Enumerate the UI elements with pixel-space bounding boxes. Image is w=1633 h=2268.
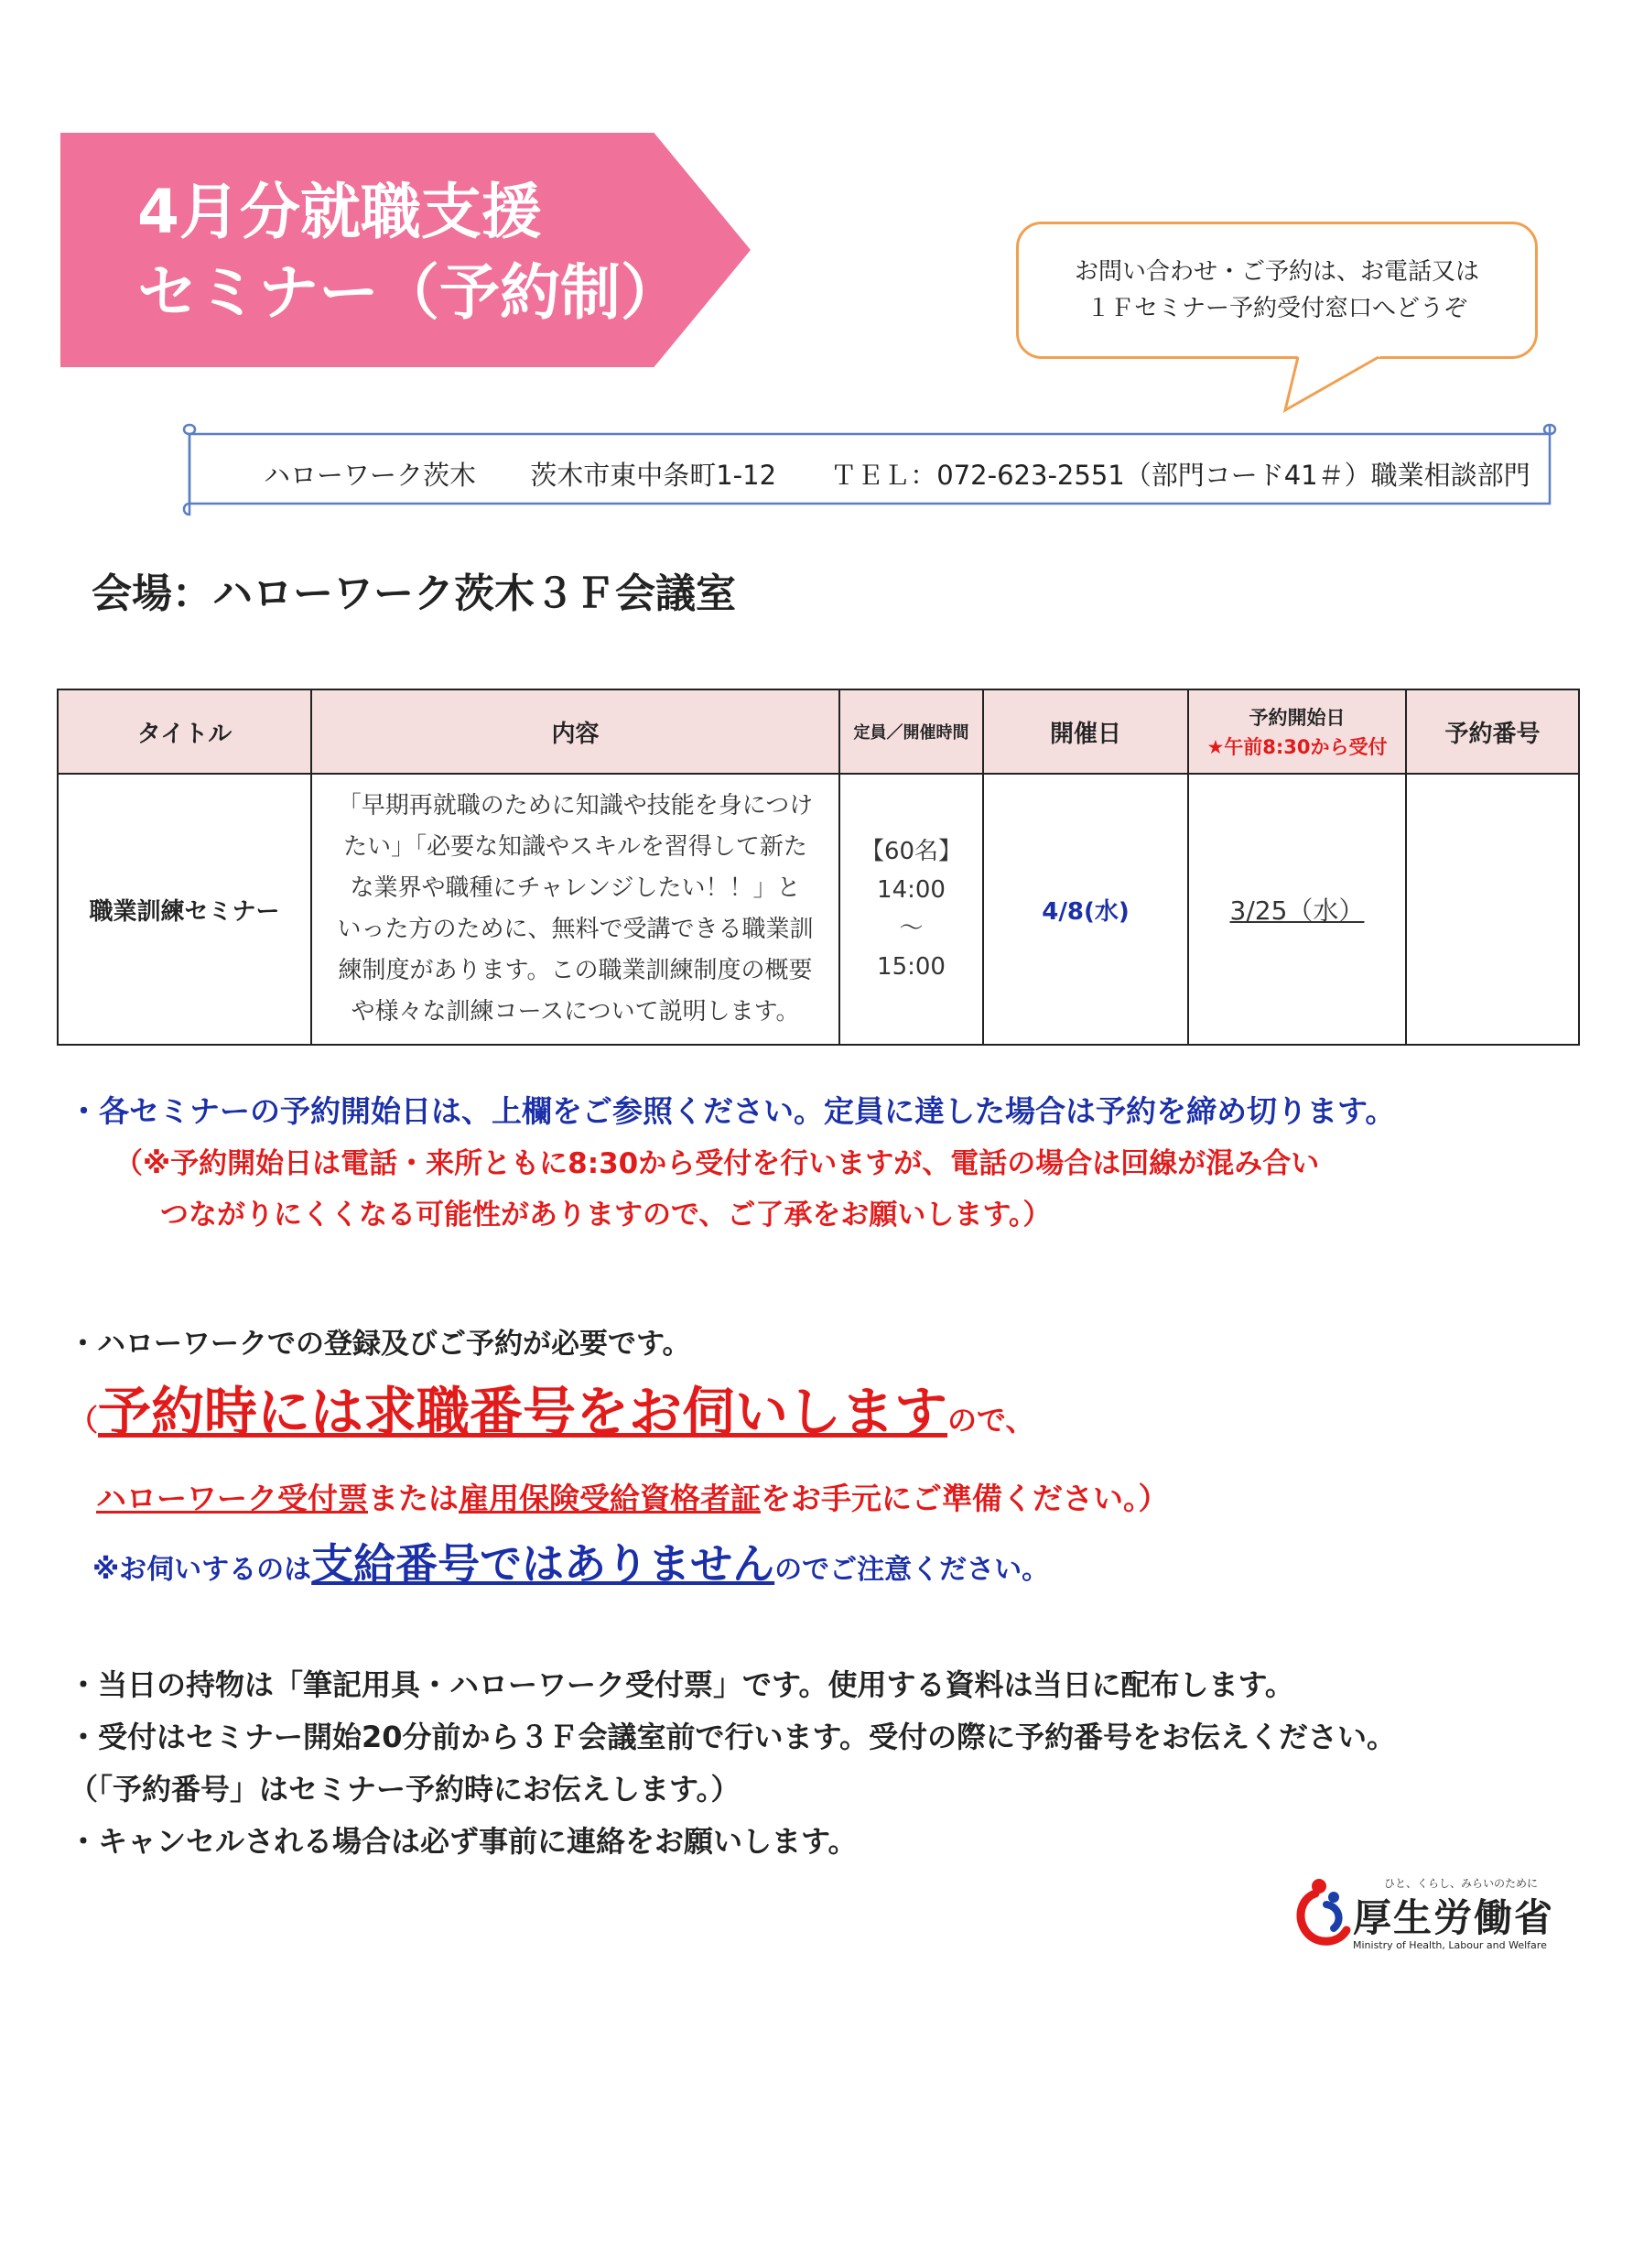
reservation-start-date: 3/25（水） (1229, 895, 1365, 926)
header-content: 内容 (311, 689, 839, 774)
seminar-date: 4/8(水) (983, 774, 1188, 1045)
content-line: や様々な訓練コースについて説明します。 (351, 998, 800, 1025)
registration-emphasis-line (69, 1370, 1606, 1468)
note-line1: ・各セミナーの予約開始日は、上欄をご参照ください。定員に達した場合は予約を締め切ります。 (69, 1093, 1396, 1129)
logo-tagline: ひと、くらし、みらいのために (1384, 1877, 1539, 1890)
insurance-cert-text: 雇用保険受給資格者証 (459, 1481, 761, 1516)
content-line: 「早期再就職のために知識や技能を身につけ (337, 792, 814, 819)
seminar-capacity-time (839, 774, 983, 1045)
content-line: 練制度があります。この職業訓練制度の概要 (338, 957, 813, 984)
logo-english: Ministry of Health, Labour and Welfare (1353, 1939, 1547, 1951)
note-line3: つながりにくくなる可能性がありますので、ご了承をお願いします。） (160, 1199, 1052, 1232)
line3-tail: をお手元にご準備ください。） (761, 1481, 1169, 1516)
registration-line1: ・ハローワークでの登録及びご予約が必要です。 (69, 1328, 691, 1361)
seminar-content (311, 774, 839, 1045)
header-reservation-start-label: 予約開始日 (1249, 707, 1346, 729)
office-tel: ＴＥＬ：072-623-2551（部門コード41＃）職業相談部門 (830, 460, 1530, 491)
seminar-reservation-start (1188, 774, 1406, 1045)
banner-title-line1: 4月分就職支援 (137, 177, 542, 247)
office-info (264, 455, 1576, 493)
seminar-time-sep: ～ (899, 915, 924, 942)
table-header-row (58, 689, 1579, 774)
office-address: 茨木市東中条町1-12 (530, 460, 777, 491)
seminar-title: 職業訓練セミナー (58, 774, 311, 1045)
logo-name: 厚生労働省 (1353, 1895, 1555, 1940)
bottom-line4: ・キャンセルされる場合は必ず事前に連絡をお願いします。 (69, 1824, 858, 1859)
office-name: ハローワーク茨木 (264, 460, 477, 491)
emphasis-text: 予約時には求職番号をお伺いします (98, 1381, 948, 1443)
callout-line2: １Ｆセミナー予約受付窓口へどうぞ (1086, 295, 1467, 322)
bottom-line2: ・受付はセミナー開始20分前から３Ｆ会議室前で行います。受付の際に予約番号をお伝えください。 (69, 1720, 1396, 1754)
content-line: な業界や職種にチャレンジしたい！！」と (350, 874, 801, 902)
seminar-time-end: 15:00 (877, 953, 946, 981)
registration-line4 (69, 1530, 1606, 1604)
header-date: 開催日 (983, 689, 1188, 774)
bottom-line1: ・当日の持物は「筆記用具・ハローワーク受付票」です。使用する資料は当日に配布します。 (69, 1667, 1294, 1702)
content-line: いった方のために、無料で受講できる職業訓 (337, 916, 814, 943)
reservation-notes (69, 1085, 1606, 1241)
line4-tail: のでご注意ください。 (774, 1554, 1050, 1586)
banner-title-line2: セミナー（予約制） (137, 257, 681, 328)
note-line2: （※予約開始日は電話・来所ともに8:30から受付を行いますが、電話の場合は回線が混み合い (114, 1147, 1320, 1180)
table-row (58, 774, 1579, 1045)
emphasis-tail: ので、 (947, 1403, 1035, 1438)
header-reservation-note: ★午前8:30から受付 (1206, 736, 1388, 758)
seminar-table (57, 689, 1580, 1046)
contact-callout (1016, 222, 1538, 359)
callout-line1: お問い合わせ・ご予約は、お電話又は (1074, 258, 1479, 286)
line4-emphasis: 支給番号ではありません (311, 1539, 775, 1589)
content-line: たい」「必要な知識やスキルを習得して新た (343, 833, 807, 861)
header-title: タイトル (58, 689, 311, 774)
line3-mid: または (368, 1481, 459, 1516)
venue-heading: 会場：ハローワーク茨木３Ｆ会議室 (92, 570, 736, 617)
receipt-slip-text: ハローワーク受付票 (96, 1481, 368, 1516)
header-reservation-no: 予約番号 (1406, 689, 1579, 774)
bottom-line3: （「予約番号」はセミナー予約時にお伝えします。） (69, 1772, 741, 1807)
seminar-reservation-no (1406, 774, 1579, 1045)
registration-notice (69, 1318, 1606, 1604)
seminar-capacity: 【60名】 (860, 838, 963, 865)
bottom-info (69, 1659, 1616, 1868)
header-capacity-time: 定員／開催時間 (839, 689, 983, 774)
seminar-time-start: 14:00 (877, 876, 946, 904)
line4-pre: ※お伺いするのは (92, 1554, 312, 1586)
registration-line3 (69, 1468, 1606, 1530)
header-reservation-start (1188, 689, 1406, 774)
banner-title (137, 172, 687, 333)
paren-open: （ (69, 1403, 99, 1438)
callout-tail-icon (1282, 355, 1391, 414)
